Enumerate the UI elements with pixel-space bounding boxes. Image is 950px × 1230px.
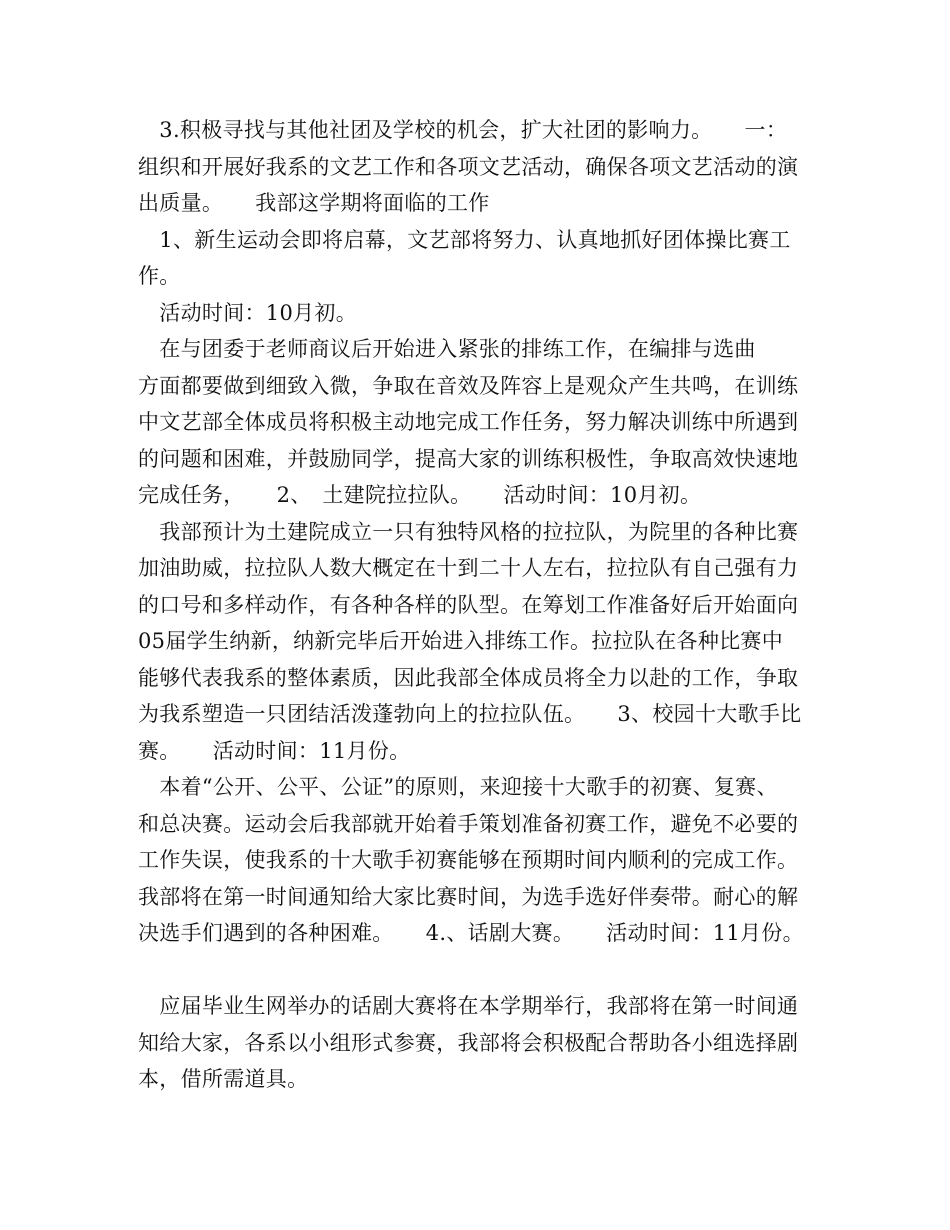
text-line: 本着“公开、公平、公证”的原则，来迎接十大歌手的初赛、复赛、 bbox=[138, 775, 778, 799]
text-line: 活动时间：10月初。 bbox=[138, 300, 358, 325]
text-line: 1、新生运动会即将启幕，文艺部将努力、认真地抓好团体操比赛工 bbox=[138, 227, 791, 252]
text-line: 为我系塑造一只团结活泼蓬勃向上的拉拉队伍。 3、校园十大歌手比 bbox=[138, 702, 802, 726]
text-line: 3.积极寻找与其他社团及学校的机会，扩大社团的影响力。 一： bbox=[138, 118, 788, 142]
text-line: 应届毕业生网举办的话剧大赛将在本学期举行，我部将在第一时间通 bbox=[138, 994, 799, 1018]
text-line: 工作失误，使我系的十大歌手初赛能够在预期时间内顺利的完成工作。 bbox=[138, 848, 799, 872]
text-line: 的口号和多样动作，有各种各样的队型。在筹划工作准备好后开始面向 bbox=[138, 592, 799, 617]
text-line: 中文艺部全体成员将积极主动地完成工作任务，努力解决训练中所遇到 bbox=[138, 410, 799, 434]
text-line: 完成任务， 2、 土建院拉拉队。 活动时间：10月初。 bbox=[138, 483, 702, 507]
text-line: 的问题和困难，并鼓励同学，提高大家的训练积极性，争取高效快速地 bbox=[138, 446, 799, 471]
text-line: 出质量。 我部这学期将面临的工作 bbox=[138, 191, 490, 215]
text-line: 赛。 活动时间：11月份。 bbox=[138, 738, 411, 763]
text-line: 知给大家，各系以小组形式参赛，我部将会积极配合帮助各小组选择剧 bbox=[138, 1030, 799, 1055]
text-line: 我部将在第一时间通知给大家比赛时间，为选手选好伴奏带。耐心的解 bbox=[138, 884, 799, 909]
text-line: 作。 bbox=[138, 264, 181, 288]
text-line: 本，借所需道具。 bbox=[138, 1067, 309, 1091]
text-line: 和总决赛。运动会后我部就开始着手策划准备初赛工作，避免不必要的 bbox=[138, 811, 799, 836]
text-line: 能够代表我系的整体素质，因此我部全体成员将全力以赴的工作，争取 bbox=[138, 665, 799, 690]
text-line: 我部预计为土建院成立一只有独特风格的拉拉队，为院里的各种比赛 bbox=[138, 519, 799, 544]
text-line: 决选手们遇到的各种困难。 4.、话剧大赛。 活动时间：11月份。 bbox=[138, 921, 804, 945]
paragraph-gap bbox=[138, 952, 838, 989]
text-line: 加油助威，拉拉队人数大概定在十到二十人左右，拉拉队有自己强有力 bbox=[138, 556, 799, 580]
text-line: 在与团委于老师商议后开始进入紧张的排练工作，在编排与选曲 bbox=[138, 337, 756, 361]
document-body bbox=[138, 112, 838, 1098]
text-line: 组织和开展好我系的文艺工作和各项文艺活动，确保各项文艺活动的演 bbox=[138, 154, 799, 179]
text-line: 方面都要做到细致入微，争取在音效及阵容上是观众产生共鸣，在训练 bbox=[138, 373, 799, 398]
text-line: 05届学生纳新，纳新完毕后开始进入排练工作。拉拉队在各种比赛中 bbox=[138, 629, 784, 653]
